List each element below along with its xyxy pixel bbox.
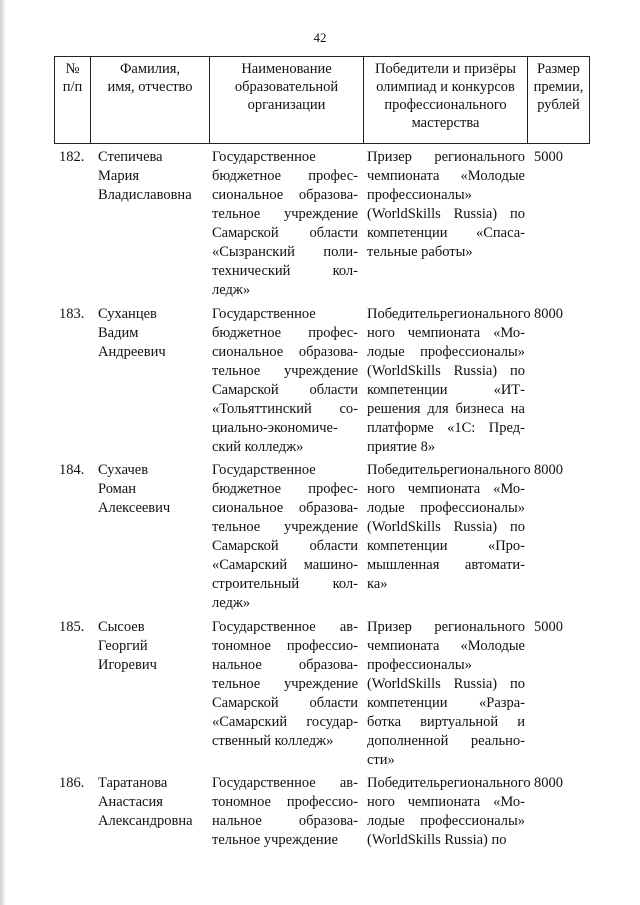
person-name: [98, 305, 208, 362]
achievement: [367, 461, 531, 594]
table-header: [54, 56, 590, 144]
header-org-line: Наименование: [241, 61, 332, 77]
person-name-line: Владиславовна: [98, 187, 192, 203]
header-name-line: имя, отчество: [107, 79, 193, 95]
organization-line: Самарской области: [212, 538, 358, 554]
organization-line: Государственное ав-: [212, 775, 358, 791]
achievement-line: Победитель регионального: [367, 462, 531, 478]
organization-line: ледж»: [212, 282, 251, 298]
organization-line: нальное образова-: [212, 813, 358, 829]
organization-line: тельное учреждение: [212, 363, 358, 379]
organization-line: тельное учреждение: [212, 206, 358, 222]
organization-line: циально-экономиче-: [212, 420, 338, 436]
achievement-line: чемпионата «Молодые: [367, 168, 525, 184]
organization-line: ледж»: [212, 595, 251, 611]
achievement-line: ка»: [367, 576, 388, 592]
header-org-line: организации: [247, 97, 326, 113]
achievement-line: компетенции «ИТ-: [367, 382, 525, 398]
organization: [212, 461, 358, 613]
achievement-line: ботка виртуальной и: [367, 714, 525, 730]
person-name-line: Александровна: [98, 813, 193, 829]
achievement: [367, 305, 531, 457]
row-number: 184.: [59, 462, 85, 478]
achievement-line: мышленная автомати-: [367, 557, 525, 573]
organization-line: бюджетное профес-: [212, 325, 358, 341]
organization-line: Государственное: [212, 306, 316, 322]
person-name-line: Мария: [98, 168, 140, 184]
organization-line: технический кол-: [212, 263, 358, 279]
achievement-line: лодые профессионалы»: [367, 500, 525, 516]
organization-line: тельное учреждение: [212, 676, 358, 692]
organization-line: строительный кол-: [212, 576, 358, 592]
achievement: [367, 774, 531, 850]
person-name-line: Суханцев: [98, 306, 157, 322]
organization-line: сиональное образова-: [212, 187, 358, 203]
achievement-line: компетенции «Разра-: [367, 695, 525, 711]
achievement: [367, 148, 525, 262]
organization-line: бюджетное профес-: [212, 481, 358, 497]
organization-line: бюджетное профес-: [212, 168, 358, 184]
achievement-line: компетенции «Про-: [367, 538, 525, 554]
organization-line: Государственное: [212, 149, 316, 165]
header-name-line: Фамилия,: [119, 61, 181, 77]
achievement: [367, 618, 525, 770]
header-merit: [364, 57, 528, 143]
header-merit-line: Победители и призёры: [375, 61, 516, 77]
header-prize-line: премии,: [533, 79, 584, 95]
achievement-line: приятие 8»: [367, 439, 436, 455]
row-number: 185.: [59, 619, 85, 635]
person-name: [98, 461, 208, 518]
person-name-line: Алексеевич: [98, 500, 171, 516]
page-number: 42: [313, 30, 327, 45]
achievement-line: платформе «1С: Пред-: [367, 420, 525, 436]
person-name-line: Вадим: [98, 325, 139, 341]
achievement-line: лодые профессионалы»: [367, 344, 525, 360]
organization: [212, 305, 358, 457]
organization-line: «Самарский государ-: [212, 714, 358, 730]
header-organization: [210, 57, 364, 143]
header-merit-line: олимпиад и конкурсов: [376, 79, 515, 95]
person-name-line: Степичева: [98, 149, 163, 165]
organization-line: тельное учреждение: [212, 832, 338, 848]
organization-line: Самарской области: [212, 382, 358, 398]
header-name: [91, 57, 210, 143]
achievement-line: (WorldSkills Russia) по: [367, 363, 525, 379]
organization: [212, 774, 358, 850]
header-number: [55, 57, 91, 143]
row-number: 182.: [59, 149, 85, 165]
achievement-line: тельные работы»: [367, 244, 473, 260]
header-number-line: п/п: [62, 79, 83, 95]
person-name: [98, 774, 208, 831]
organization-line: сиональное образова-: [212, 500, 358, 516]
organization-line: «Тольяттинский со-: [212, 401, 358, 417]
achievement-line: чемпионата «Молодые: [367, 638, 525, 654]
header-prize-line: рублей: [537, 97, 580, 113]
header-number-line: №: [65, 61, 80, 77]
prize-amount: 5000: [534, 619, 563, 635]
achievement-line: (WorldSkills Russia) по: [367, 519, 525, 535]
person-name-line: Сухачев: [98, 462, 149, 478]
organization-line: сиональное образова-: [212, 344, 358, 360]
header-merit-line: мастерства: [411, 115, 480, 131]
person-name-line: Георгий: [98, 638, 148, 654]
organization: [212, 148, 358, 300]
row-number: 186.: [59, 775, 85, 791]
achievement-line: профессионалы»: [367, 187, 472, 203]
organization-line: Государственное: [212, 462, 316, 478]
prize-amount: 8000: [534, 775, 563, 791]
person-name: [98, 148, 208, 205]
person-name-line: Роман: [98, 481, 136, 497]
organization-line: тономное профессио-: [212, 638, 358, 654]
achievement-line: Победитель регионального: [367, 775, 531, 791]
header-merit-line: профессионального: [384, 97, 507, 113]
prize-amount: 5000: [534, 149, 563, 165]
achievement-line: профессионалы»: [367, 657, 472, 673]
person-name-line: Анастасия: [98, 794, 163, 810]
achievement-line: решения для бизнеса на: [367, 401, 525, 417]
achievement-line: ного чемпионата «Мо-: [367, 325, 525, 341]
organization-line: Государственное ав-: [212, 619, 358, 635]
achievement-line: ного чемпионата «Мо-: [367, 794, 525, 810]
achievement-line: дополненной реально-: [367, 733, 525, 749]
person-name-line: Игоревич: [98, 657, 157, 673]
organization-line: Самарской области: [212, 225, 358, 241]
achievement-line: Призер регионального: [367, 149, 525, 165]
achievement-line: компетенции «Спаса-: [367, 225, 525, 241]
organization-line: Самарской области: [212, 695, 358, 711]
achievement-line: (WorldSkills Russia) по: [367, 832, 507, 848]
organization-line: «Самарский машино-: [212, 557, 358, 573]
person-name-line: Таратанова: [98, 775, 168, 791]
achievement-line: (WorldSkills Russia) по: [367, 206, 525, 222]
organization-line: тономное профессио-: [212, 794, 358, 810]
organization-line: ский колледж»: [212, 439, 304, 455]
person-name-line: Сысоев: [98, 619, 145, 635]
achievement-line: сти»: [367, 752, 395, 768]
organization-line: «Сызранский поли-: [212, 244, 358, 260]
achievement-line: Победитель регионального: [367, 306, 531, 322]
achievement-line: лодые профессионалы»: [367, 813, 525, 829]
organization-line: нальное образова-: [212, 657, 358, 673]
scan-edge: [0, 0, 6, 905]
achievement-line: Призер регионального: [367, 619, 525, 635]
person-name-line: Андреевич: [98, 344, 166, 360]
person-name: [98, 618, 208, 675]
organization-line: тельное учреждение: [212, 519, 358, 535]
row-number: 183.: [59, 306, 85, 322]
organization: [212, 618, 358, 751]
achievement-line: ного чемпионата «Мо-: [367, 481, 525, 497]
prize-amount: 8000: [534, 462, 563, 478]
header-prize: [528, 57, 589, 143]
achievement-line: (WorldSkills Russia) по: [367, 676, 525, 692]
organization-line: ственный колледж»: [212, 733, 334, 749]
header-org-line: образовательной: [234, 79, 339, 95]
prize-amount: 8000: [534, 306, 563, 322]
header-prize-line: Размер: [537, 61, 580, 77]
